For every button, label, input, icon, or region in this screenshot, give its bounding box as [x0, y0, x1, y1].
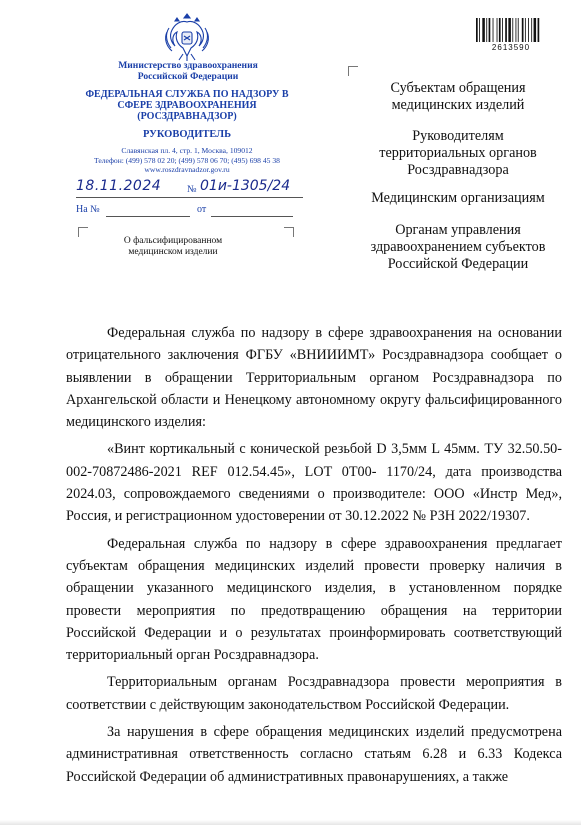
barcode-bar: [528, 18, 529, 42]
letter-body: [66, 322, 562, 788]
letter-subject: О фальсифицированном медицинском изделии: [123, 236, 223, 257]
subject-corner-mark: [284, 227, 294, 237]
addressee: Субъектам обращения медицинских изделий: [390, 80, 526, 113]
registration-date: 18.11.2024: [76, 178, 162, 194]
reference-date-line: [211, 216, 293, 217]
body-paragraph: Федеральная служба по надзору в сфере здравоохранения на основании отрицательного заключения ФГБУ «ВНИИИМТ» Росздравнадзора сообщает о выявлении в обращении Территориальным органом Росздравнадзора по Архангельской области и Ненецкому автономному округу фальсифицированного медицинского изделия:: [66, 325, 562, 431]
reference-number-line: [106, 216, 190, 217]
agency-name: ФЕДЕРАЛЬНАЯ СЛУЖБА ПО НАДЗОРУ В СФЕРЕ ЗДРАВООХРАНЕНИЯ (РОСЗДРАВНАДЗОР): [85, 89, 289, 122]
barcode-bar: [531, 18, 532, 42]
barcode-number: 2613590: [491, 43, 531, 52]
barcode-bar: [508, 18, 511, 42]
body-paragraph: «Винт кортикальный с конической резьбой D 3,5мм L 45мм. ТУ 32.50.50-002-70872486-2021 REF 012.54.45», LOT 0T00- 1170/24, дата производства 2024.03, сопровождаемого сведениями о производителе: ООО «Инстр Мед», Россия, и регистрационном удостоверении от 30.12.2022 № РЗН 2022/19307.: [66, 441, 562, 525]
barcode-bar: [489, 18, 491, 42]
phone-line: Телефон: (499) 578 02 20; (499) 578 06 70; (495) 698 45 38: [94, 155, 280, 165]
subject-corner-mark: [78, 227, 88, 237]
barcode-bar: [499, 18, 501, 42]
registration-number: 01и-1305/24: [200, 178, 291, 194]
barcode-bar: [512, 18, 513, 42]
barcode-bar: [516, 18, 517, 42]
barcode-bar: [493, 18, 494, 42]
reference-number-label: На №: [76, 204, 100, 215]
addressee: Руководителям территориальных органов Росздравнадзора: [379, 128, 537, 178]
addressee: Медицинским организациям: [371, 190, 545, 206]
body-paragraph: За нарушения в сфере обращения медицинских изделий предусмотрена административная ответственность согласно статьям 6.28 и 6.33 Кодекса Российской Федерации об административных правонарушениях, а также: [66, 724, 562, 785]
reference-date-label: от: [197, 204, 207, 215]
barcode-bar: [486, 18, 487, 42]
addressee: Органам управления здравоохранением субъектов Российской Федерации: [370, 222, 546, 272]
barcode-bar: [505, 18, 507, 42]
coat-of-arms-emblem-icon: [163, 10, 211, 62]
barcode-bar: [518, 18, 519, 42]
page-bottom-edge: [0, 820, 581, 825]
barcode-bar: [476, 18, 478, 42]
barcode-bar: [479, 18, 480, 42]
barcode-bar: [522, 18, 524, 42]
body-paragraph: Территориальным органам Росздравнадзора провести мероприятия в соответствии с действующим законодательством Российской Федерации.: [66, 674, 562, 713]
barcode: [476, 18, 546, 42]
barcode-bar: [534, 18, 537, 42]
addressee-corner-mark: [348, 66, 358, 76]
agency-contacts: [64, 146, 310, 175]
registration-number-label: №: [187, 184, 197, 195]
barcode-bar: [502, 18, 503, 42]
barcode-bar: [497, 18, 498, 42]
barcode-bar: [482, 18, 485, 42]
registration-underline: [76, 197, 303, 198]
body-paragraph: Федеральная служба по надзору в сфере здравоохранения предлагает субъектам обращения медицинских изделий провести проверку наличия в обращении указанного медицинского изделия, в установленном порядке провести мероприятия по предотвращению обращения на территории Российской Федерации и о результатах проинформировать соответствующий территориальный орган Росздравнадзора.: [66, 535, 562, 664]
address-line: Славянская пл. 4, стр. 1, Москва, 109012: [121, 146, 253, 155]
website-link[interactable]: www.roszdravnadzor.gov.ru: [144, 165, 230, 175]
barcode-bar: [525, 18, 526, 42]
ministry-name: Министерство здравоохранения Российской Федерации: [118, 60, 258, 82]
head-title: РУКОВОДИТЕЛЬ: [142, 129, 232, 140]
barcode-bar: [538, 18, 540, 42]
